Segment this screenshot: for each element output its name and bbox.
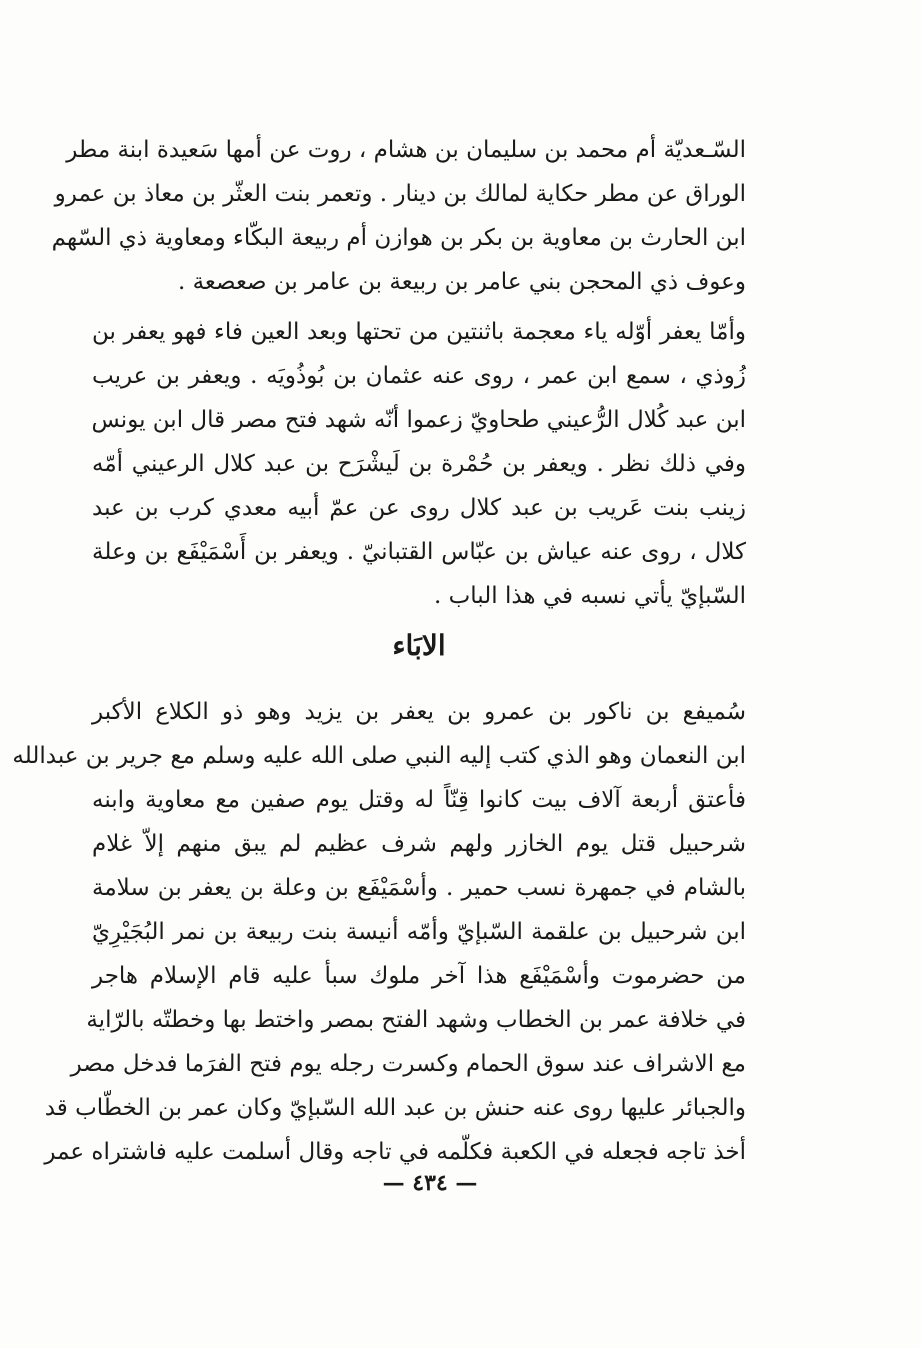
paragraph-saadiyya	[51, 128, 746, 304]
page-number: — ٤٣٤ —	[382, 1170, 478, 1196]
text-line: وفي ذلك نظر . ويعفر بن حُمْرة بن لَيشْرَح بن عبد كلال الرعيني أمّه	[92, 451, 746, 477]
text-line: ابن الحارث بن معاوية بن بكر بن هوازن أم ربيعة البكّاء ومعاوية ذي السّهم	[51, 225, 746, 251]
text-line: ابن النعمان وهو الذي كتب إليه النبي صلى الله عليه وسلم مع جرير بن عبدالله	[12, 743, 746, 769]
paragraph-yafur	[92, 310, 746, 618]
text-line: شرحبيل قتل يوم الخازر ولهم شرف عظيم لم يبق منهم إلاّ غلام	[92, 831, 746, 857]
text-line: ابن شرحبيل بن علقمة السّبإيّ وأمّه أنيسة بنت ربيعة بن نمر البُجَيْرِيّ	[92, 919, 746, 945]
text-line: والجبائر عليها روى عنه حنش بن عبد الله السّبإيّ وكان عمر بن الخطّاب قد	[44, 1095, 746, 1121]
text-line: أخذ تاجه فجعله في الكعبة فكلّمه في تاجه وقال أسلمت عليه فاشتراه عمر	[44, 1139, 746, 1165]
text-line: وعوف ذي المحجن بني عامر بن ربيعة بن عامر بن صعصعة .	[177, 269, 746, 295]
text-line: زُوذي ، سمع ابن عمر ، روى عنه عثمان بن بُوذُويَه . ويعفر بن عريب	[92, 363, 746, 389]
text-line: كلال ، روى عنه عياش بن عبّاس القتبانيّ . ويعفر بن أَسْمَيْفَع بن وعلة	[92, 539, 746, 565]
text-line: وأمّا يعفر أوّله ياء معجمة باثنتين من تحتها وبعد العين فاء فهو يعفر بن	[92, 319, 746, 345]
paragraph-sumayfa	[12, 690, 746, 1174]
text-line: بالشام في جمهرة نسب حمير . وأسْمَيْفَع بن وعلة بن يعفر بن سلامة	[92, 875, 746, 901]
text-line: سُميفع بن ناكور بن عمرو بن يعفر بن يزيد وهو ذو الكلاع الأكبر	[92, 699, 746, 725]
text-line: الوراق عن مطر حكاية لمالك بن دينار . وتعمر بنت العثّر بن معاذ بن عمرو	[54, 181, 746, 207]
text-line: من حضرموت وأسْمَيْفَع هذا آخر ملوك سبأ عليه قام الإسلام هاجر	[92, 963, 746, 989]
text-line: السّـعديّة أم محمد بن سليمان بن هشام ، روت عن أمها سَعيدة ابنة مطر	[66, 137, 746, 163]
text-line: زينب بنت عَريب بن عبد كلال روى عن عمّ أبيه معدي كرب بن عبد	[92, 495, 746, 521]
text-line: مع الاشراف عند سوق الحمام وكسرت رجله يوم فتح الفرَما فدخل مصر	[70, 1051, 746, 1077]
text-line: فأعتق أربعة آلاف بيت كانوا قِنّاً له وقتل يوم صفين مع معاوية وابنه	[92, 787, 746, 813]
section-heading: الابَاء	[392, 629, 446, 662]
text-line: ابن عبد كُلال الرُّعيني طحاويّ زعموا أنّه شهد فتح مصر قال ابن يونس	[91, 407, 746, 433]
text-line: في خلافة عمر بن الخطاب وشهد الفتح بمصر واختط بها وخطتّه بالرّاية	[86, 1007, 746, 1033]
text-line: السّبإيّ يأتي نسبه في هذا الباب .	[434, 583, 746, 609]
